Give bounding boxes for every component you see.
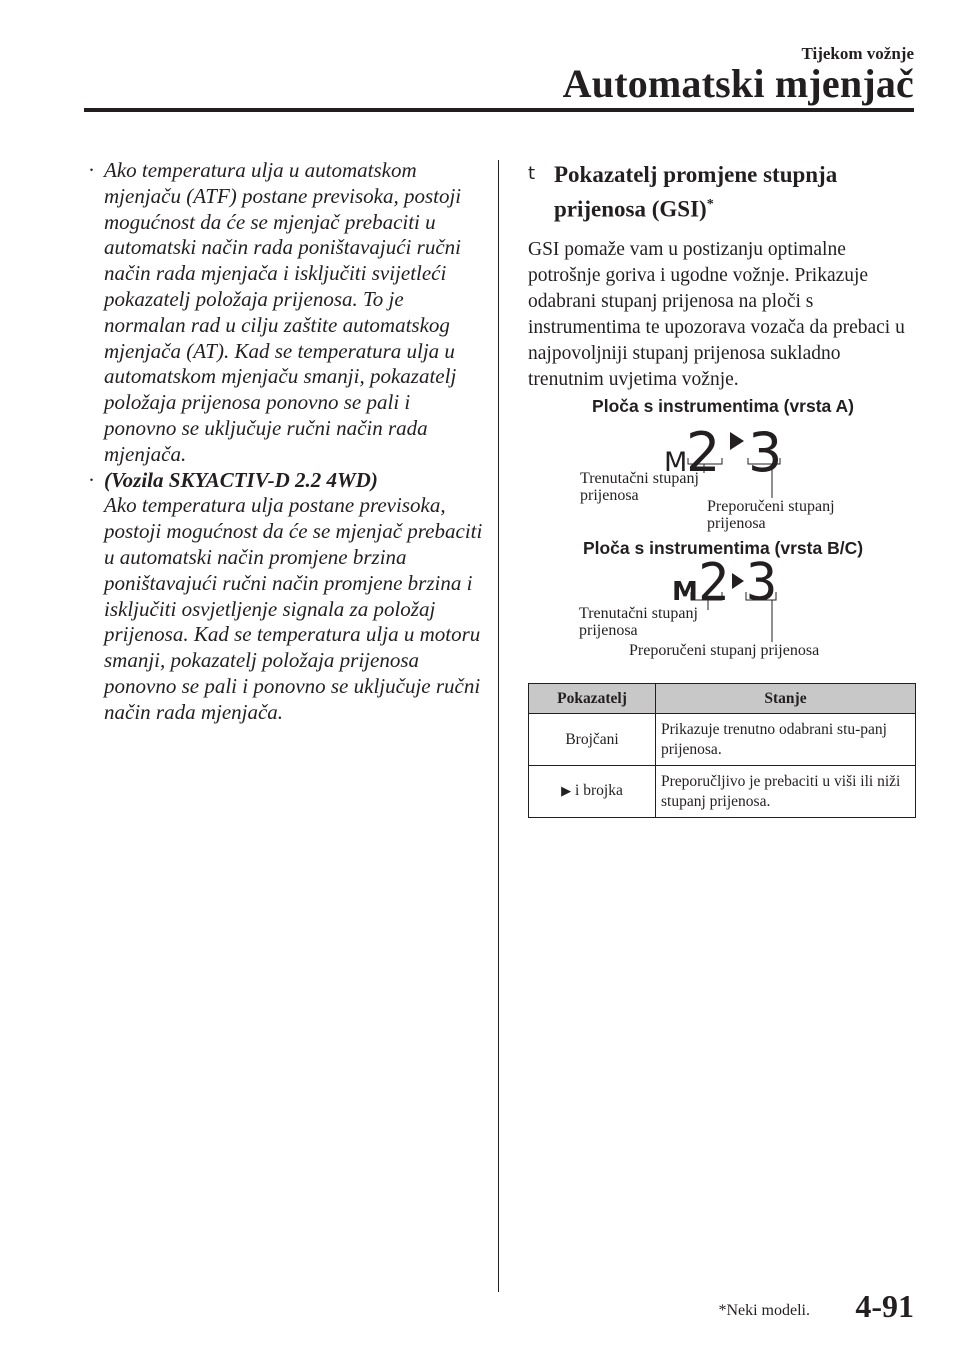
indicator-cell: Brojčani [529,714,656,766]
diagram-type-bc [568,538,878,668]
column-header: Pokazatelj [529,684,656,714]
footnote-marker: * [706,197,714,212]
bullet-text: Ako temperatura ulja postane previsoka, postoji mogućnost da će se mjenjač prebaciti u automatski način promjene brzina poništavajući ručni način promjene brzina i isključiti osvjetljenje signala za položaj prijenosa. Kad se temperatura ulja u motoru smanji, pokazatelj položaja prijenosa ponovno se pali i ponovno se uključuje ručni način rada mjenjača. [104,493,483,724]
current-gear: 2 [698,560,730,613]
bullet-dot-icon: · [88,158,95,182]
table-header-row [529,684,916,714]
label-line: prijenosa [707,515,766,532]
diagram-type-a [568,396,878,536]
label-line: Trenutačni stupanj [579,605,698,622]
shift-arrow-icon [732,573,744,589]
label-line: Preporučeni stupanj [707,498,835,515]
label-recommended-gear: Preporučeni stupanj prijenosa [629,642,820,659]
state-cell: Prikazuje trenutno odabrani stu-panj prijenosa. [656,714,916,766]
section-heading-block [528,160,918,225]
header-rule [84,108,914,112]
state-cell: Preporučljivo je prebaciti u viši ili niži stupanj prijenosa. [656,766,916,818]
indicator-table [528,683,916,818]
indicator-text: i brojka [575,782,623,799]
indicator-cell [529,766,656,818]
section-heading-text: Pokazatelj promjene stupnja prijenosa (GSI) [554,162,838,222]
mode-letter: M [672,577,698,607]
label-recommended-gear [707,498,835,532]
shift-arrow-icon [730,432,744,450]
column-header: Stanje [656,684,916,714]
diagram-title: Ploča s instrumentima (vrsta B/C) [582,538,864,558]
bullet-title: (Vozila SKYACTIV-D 2.2 4WD) [104,467,378,492]
page-number: 4-91 [855,1288,914,1324]
recommended-gear: 3 [748,421,783,484]
label-current-gear [580,470,699,504]
bullet-item [86,468,486,726]
label-line: prijenosa [580,487,639,504]
section-heading [528,160,918,225]
footnote: *Neki modeli. [718,1302,810,1319]
left-column [86,158,486,726]
arrow-icon: ▶ [561,784,572,799]
page-title: Automatski mjenjač [562,61,914,106]
table-row [529,766,916,818]
current-gear: 2 [686,421,721,484]
column-divider [498,160,499,1292]
label-current-gear [579,605,698,639]
section-name: Tijekom vožnje [801,44,914,63]
mode-letter: M [664,447,688,478]
diagram-title: Ploča s instrumentima (vrsta A) [592,396,854,416]
right-column [528,160,918,393]
bullet-dot-icon: · [88,467,95,492]
label-line: prijenosa [579,622,638,639]
label-line: Trenutačni stupanj [580,470,699,487]
recommended-gear: 3 [746,560,778,613]
section-body: GSI pomaže vam u postizanju optimalne potrošnje goriva i ugodne vožnje. Prikazuje odabrani stupanj prijenosa na ploči s instrumentima te upozorava vozača da prebaci u najpovoljniji stupanj prijenosa sukladno trenutnim uvjetima vožnje. [528,238,905,390]
bullet-text: Ako temperatura ulja u automatskom mjenjaču (ATF) postane previsoka, postoji mogućnost da će se mjenjač prebaciti u automatski način rada poništavajući ručni način rada mjenjača i isključiti svijetleći pokazatelj položaja prijenosa. To je normalan rad u cilju zaštite automatskog mjenjača (AT). Kad se temperatura ulja u automatskom mjenjaču smanji, pokazatelj položaja prijenosa ponovno se pali i ponovno se uključuje ručni način rada mjenjača. [104,158,462,466]
section-marker-icon: t [528,163,536,184]
table-row [529,714,916,766]
bullet-item [86,158,486,468]
